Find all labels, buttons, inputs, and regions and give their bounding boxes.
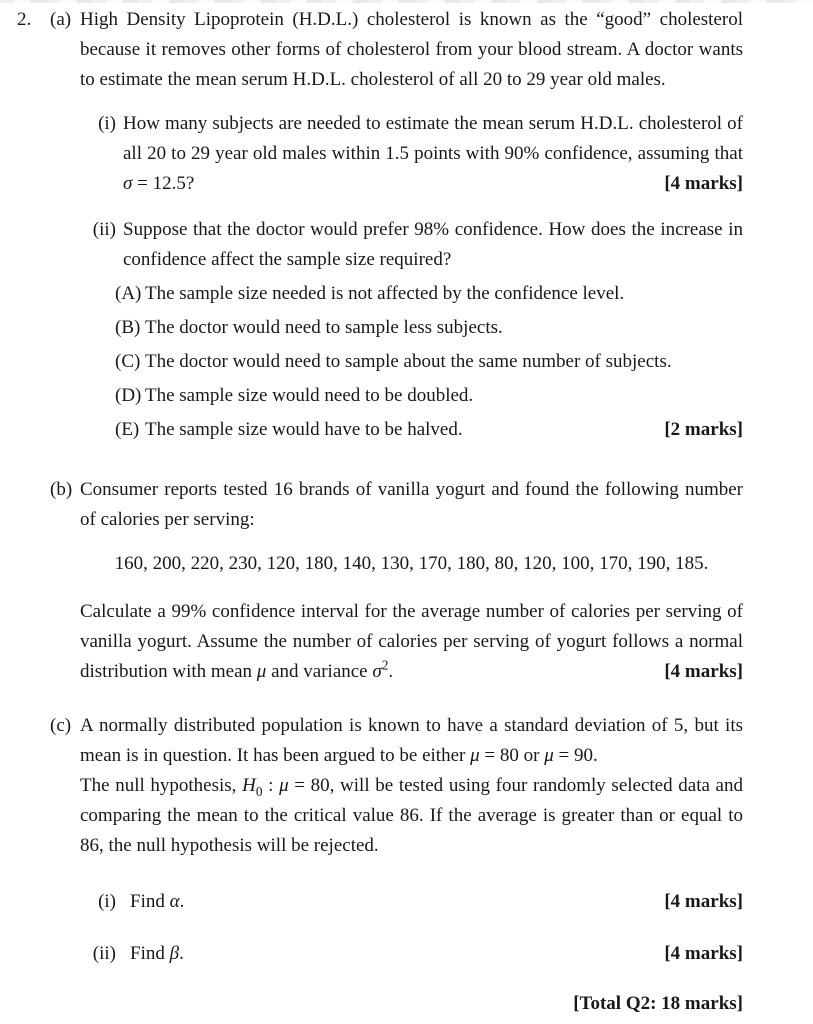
marks-badge: [4 marks]: [664, 943, 743, 964]
c-p2-relation: :: [262, 775, 280, 796]
find-beta-end: .: [179, 943, 184, 964]
question-content: [50, 5, 743, 1019]
part-a-item-ii-label: (ii): [92, 219, 116, 240]
mu-symbol: μ: [279, 775, 289, 796]
part-a-item-i-label: (i): [98, 113, 116, 134]
part-c-body: [80, 711, 743, 969]
find-alpha-pre: Find: [130, 891, 170, 912]
part-b-task: [80, 597, 743, 687]
part-c-label: (c): [50, 715, 72, 736]
part-b-label: (b): [50, 479, 73, 500]
mu-symbol: μ: [256, 661, 267, 682]
option-e-label: (E): [115, 419, 140, 440]
sigma-exponent: 2: [381, 657, 389, 673]
option-d: [80, 381, 743, 411]
part-c-paragraph-2: [80, 771, 743, 861]
marks-badge: [4 marks]: [664, 891, 743, 912]
part-a-item-ii-body: [123, 215, 743, 275]
c-p2-pre: The null hypothesis,: [80, 775, 243, 796]
part-c-item-ii: [80, 939, 743, 969]
part-a-item-i-text: [123, 109, 743, 199]
mu-symbol: μ: [470, 745, 480, 766]
part-a-item-i-body: [123, 109, 743, 199]
sigma-symbol: σ: [123, 173, 133, 194]
sigma-symbol: σ: [372, 661, 382, 682]
option-d-text: The sample size would need to be doubled.: [145, 385, 474, 406]
part-b-intro: Consumer reports tested 16 brands of vanilla yogurt and found the following number of calories per serving:: [80, 479, 743, 530]
option-a-text: The sample size needed is not affected by the confidence level.: [145, 283, 625, 304]
c-p1-mid: = 80 or: [479, 745, 545, 766]
part-b: [50, 475, 743, 687]
multiple-choice-options: [80, 279, 743, 445]
option-a: [80, 279, 743, 309]
part-a-item-ii-text: Suppose that the doctor would prefer 98% confidence. How does the increase in confidence affect the sample size required?: [123, 219, 743, 270]
part-c-item-ii-label: (ii): [92, 943, 116, 964]
item-i-text-pre: How many subjects are needed to estimate the mean serum H.D.L. cholesterol of all 20 to 29 year old males within 1.5 points with 90% confidence, assuming that: [123, 113, 743, 164]
part-b-task-text: [80, 597, 743, 687]
option-e: [80, 415, 743, 445]
part-a-body: [80, 5, 743, 445]
part-c-item-i: [80, 887, 743, 917]
c-p2-end: = 80, will be tested using four randomly selected data and comparing the mean to the critical value 86. If the average is greater than or equal to 86, the null hypothesis will be rejected.: [80, 775, 743, 856]
option-b-label: (B): [115, 317, 141, 338]
option-d-label: (D): [115, 385, 142, 406]
option-c: [80, 347, 743, 377]
option-c-label: (C): [115, 351, 141, 372]
calorie-data-values: 160, 200, 220, 230, 120, 180, 140, 130, 170, 180, 80, 120, 100, 170, 190, 185.: [114, 553, 709, 574]
scan-artifact-strip: [0, 0, 813, 3]
total-marks: [Total Q2: 18 marks]: [573, 993, 743, 1014]
question-number: 2.: [17, 9, 32, 30]
item-i-text-post: = 12.5?: [132, 173, 195, 194]
question-2: [0, 5, 813, 1019]
task-text-end: .: [388, 661, 394, 682]
null-hypothesis-symbol: H: [242, 775, 256, 796]
beta-symbol: β: [169, 943, 180, 964]
option-c-text: The doctor would need to sample about the same number of subjects.: [145, 351, 672, 372]
task-text-mid: and variance: [266, 661, 373, 682]
part-a-text: High Density Lipoprotein (H.D.L.) cholesterol is known as the “good” cholesterol because it removes other forms of cholesterol from your blood stream. A doctor wants to estimate the mean serum H.D.L. cholesterol of all 20 to 29 year old males.: [80, 9, 743, 90]
marks-badge: [4 marks]: [664, 661, 743, 682]
part-a-label: (a): [50, 9, 72, 30]
part-c-item-ii-text: [130, 939, 664, 969]
null-hypothesis-subscript: 0: [255, 783, 263, 799]
option-b: [80, 313, 743, 343]
option-e-text: The sample size would have to be halved.: [145, 419, 463, 440]
find-alpha-end: .: [179, 891, 185, 912]
part-c-item-i-text: [130, 887, 664, 917]
part-a-item-i: [80, 109, 743, 199]
mu-symbol: μ: [544, 745, 554, 766]
part-c-item-i-label: (i): [98, 891, 116, 912]
c-p1-pre: A normally distributed population is known to have a standard deviation of 5, but its mean is in question. It has been argued to be either: [80, 715, 743, 766]
c-p1-end: = 90.: [553, 745, 598, 766]
task-text-pre: Calculate a 99% confidence interval for the average number of calories per serving of vanilla yogurt. Assume the number of calories per serving of yogurt follows a normal distribution with mean: [80, 601, 743, 682]
part-c: [50, 711, 743, 969]
find-beta-pre: Find: [130, 943, 170, 964]
marks-badge: [2 marks]: [664, 419, 743, 440]
part-a-item-ii: [80, 215, 743, 275]
option-b-text: The doctor would need to sample less subjects.: [145, 317, 503, 338]
alpha-symbol: α: [169, 891, 180, 912]
marks-badge: [4 marks]: [664, 173, 743, 194]
part-c-paragraph-1: [80, 711, 743, 771]
option-a-label: (A): [115, 283, 142, 304]
part-a: [50, 5, 743, 445]
part-b-body: [80, 475, 743, 687]
